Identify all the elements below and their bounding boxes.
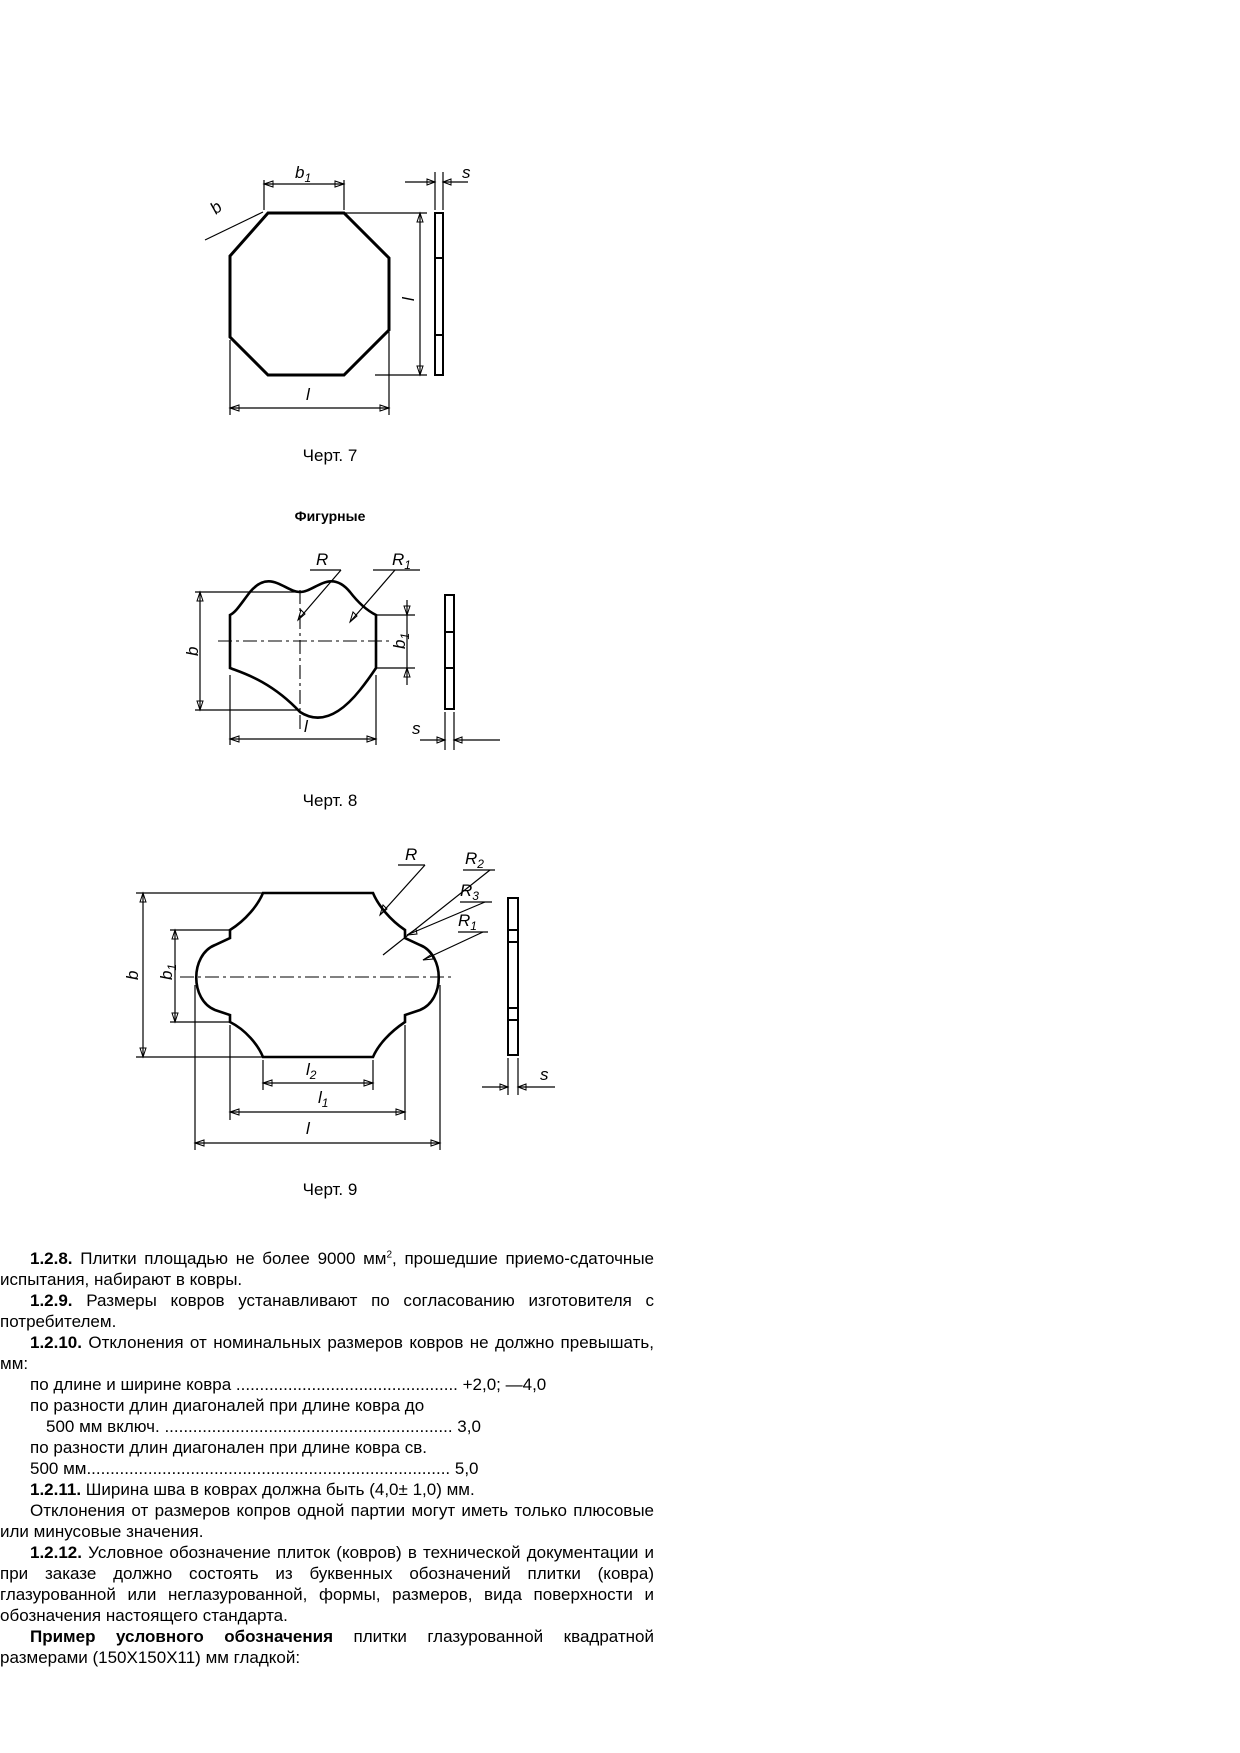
dim-label-l: l <box>304 717 308 736</box>
tile-profile <box>508 898 518 1055</box>
dim-label-l2: $l_2$ <box>306 1060 317 1082</box>
dim-label-b: b <box>183 646 202 656</box>
clause-1-2-9: 1.2.9. Размеры ковров устанавливают по согласованию изготовителя с потребителем. <box>0 1291 654 1331</box>
curved-tile-outline <box>230 581 376 717</box>
dim-label-s: s <box>462 163 471 182</box>
tolerance-line-diagonal-upto: по разности длин диагоналей при длине ковра до <box>30 1396 425 1415</box>
figure-8-caption: Черт. 8 <box>302 791 358 810</box>
lantern-tile-outline <box>196 893 439 1057</box>
dim-label-s: s <box>412 719 421 738</box>
dim-label-b1: $b_1$ <box>295 163 312 185</box>
dim-label-R2: $R_2$ <box>465 849 484 871</box>
tolerance-line-diagonal-over-value: 500 мм............................................................................. 5,0 <box>30 1459 479 1478</box>
figure-7-caption: Черт. 7 <box>302 446 358 465</box>
octagon-outline <box>230 213 389 375</box>
designation-example: Пример условного обозначения плитки глазурованной квадратной размерами (150X150X11) мм гладкой: <box>0 1627 654 1667</box>
dim-label-b1: $b_1$ <box>390 632 412 649</box>
dim-label-R1: $R_1$ <box>392 550 411 572</box>
tolerance-line-diagonal-over: по разности длин диагонален при длине ковра св. <box>30 1438 427 1457</box>
lantern-tile-drawing <box>120 840 570 1160</box>
tolerance-line-diagonal-upto-value: 500 мм включ. ............................................................. 3,0 <box>46 1417 481 1436</box>
figure-9-caption: Черт. 9 <box>302 1180 358 1199</box>
tile-profile <box>435 213 443 375</box>
curved-tile-drawing <box>175 545 515 755</box>
figure-9-drawing <box>120 840 570 1160</box>
dim-label-R: R <box>316 550 329 569</box>
dim-label-R3: $R_3$ <box>460 881 479 903</box>
clause-1-2-12: 1.2.12. Условное обозначение плиток (ковров) в технической документации и при заказе должно состоять из буквенных обозначений плитки (ковра) глазурованной или неглазурованной, формы, размеров, вида поверхности и обозначения настоящего стандарта. <box>0 1543 654 1625</box>
clause-1-2-10: 1.2.10. Отклонения от номинальных размеров ковров не должно превышать, мм: <box>0 1333 654 1373</box>
tolerance-line-length-width: по длине и ширине ковра ............................................... +2,0; —4,0 <box>30 1375 547 1394</box>
figure-7-drawing <box>190 155 520 430</box>
paragraph-deviation: Отклонения от размеров копров одной партии могут иметь только плюсовые или минусовые значения. <box>0 1501 654 1541</box>
dim-label-l: l <box>306 1119 310 1138</box>
clause-1-2-8: 1.2.8. Плитки площадью не более 9000 $мм^2$, прошедшие приемо-сдаточные испытания, набирают в ковры. <box>0 1249 654 1289</box>
standard-text-block <box>0 1248 654 1668</box>
dim-label-b1: $b_1$ <box>157 963 179 980</box>
dim-label-l-bottom: l <box>306 385 310 404</box>
dim-label-l1: $l_1$ <box>318 1088 329 1110</box>
dim-label-R: R <box>405 845 418 864</box>
clause-1-2-11: 1.2.11. Ширина шва в коврах должна быть (4,0± 1,0) мм. <box>30 1480 475 1499</box>
tile-profile <box>445 595 454 709</box>
section-title: Фигурные <box>294 508 366 524</box>
dim-label-s: s <box>540 1065 549 1084</box>
dim-label-l-side: l <box>399 297 418 301</box>
octagon-tile-drawing <box>190 155 520 430</box>
figure-8-drawing <box>175 545 515 755</box>
dim-label-R1: $R_1$ <box>458 911 477 933</box>
dim-label-b: b <box>206 197 226 218</box>
dim-label-b: b <box>123 970 142 980</box>
